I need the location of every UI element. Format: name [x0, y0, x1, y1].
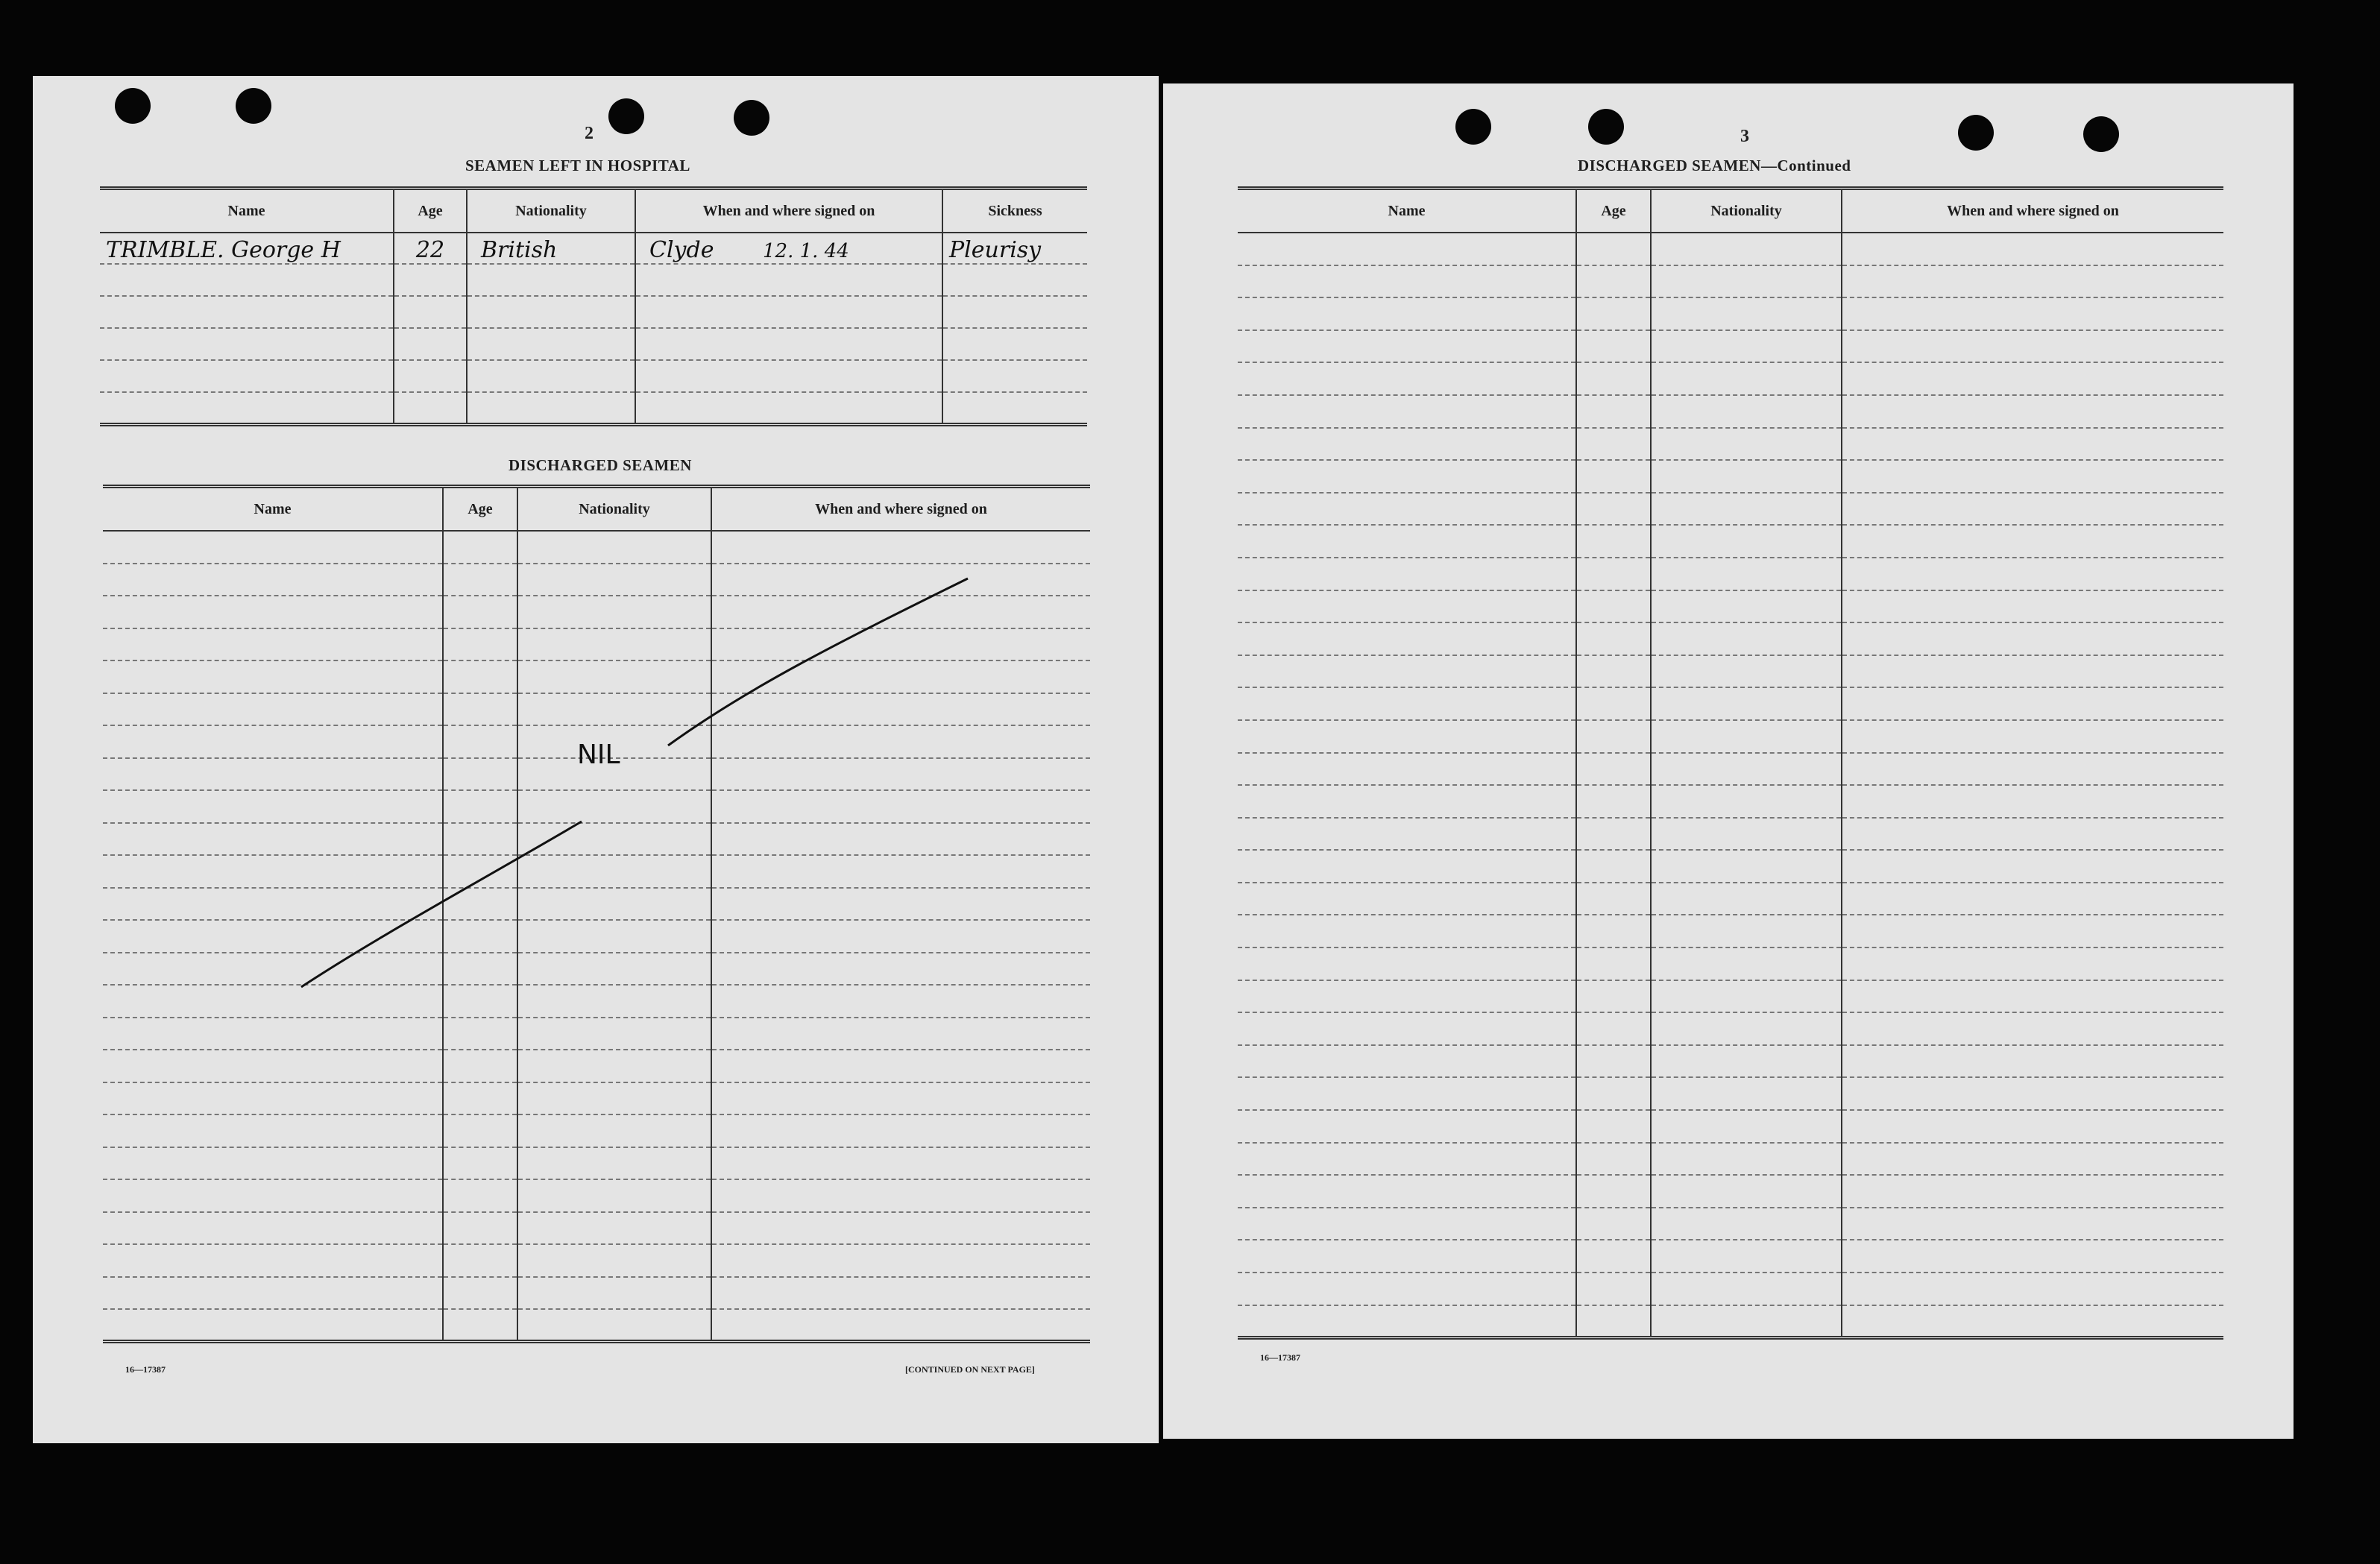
- column-header: Name: [103, 487, 443, 532]
- column-header: When and where signed on: [635, 189, 942, 233]
- table-cell: [1651, 1143, 1842, 1176]
- table-cell: [1576, 493, 1651, 526]
- table-cell: [1842, 785, 2223, 818]
- punch-hole: [1958, 115, 1994, 151]
- table-cell: [1651, 233, 1842, 265]
- table-cell: [1238, 1110, 1576, 1143]
- table-cell: [1576, 330, 1651, 363]
- table-cell: [1576, 265, 1651, 298]
- table-cell: [1576, 1240, 1651, 1273]
- table-cell: [1238, 265, 1576, 298]
- table-cell: [1651, 460, 1842, 493]
- table-row: [1238, 818, 2223, 851]
- table-cell: [1576, 460, 1651, 493]
- table-cell: [1576, 818, 1651, 851]
- title-main: DISCHARGED SEAMEN: [1578, 157, 1761, 174]
- table-cell: [1238, 883, 1576, 915]
- table-row: [1238, 525, 2223, 558]
- table-cell: [1576, 395, 1651, 428]
- table-row: [1238, 980, 2223, 1013]
- table-cell: [1576, 785, 1651, 818]
- table-cell: [1842, 655, 2223, 688]
- table-cell: [1842, 558, 2223, 590]
- table-cell: [1842, 980, 2223, 1013]
- table-cell: [1238, 687, 1576, 720]
- table-cell: [1842, 850, 2223, 883]
- table-cell: [1651, 622, 1842, 655]
- table-cell: [1651, 687, 1842, 720]
- table-cell: [1842, 330, 2223, 363]
- table-cell: [1238, 395, 1576, 428]
- discharged-continued-table: [1238, 186, 2223, 1340]
- right-page: [1163, 83, 2294, 1439]
- table-cell: [1842, 883, 2223, 915]
- table-cell: [1576, 687, 1651, 720]
- table-row: [1238, 947, 2223, 980]
- table-cell: [1651, 297, 1842, 330]
- table-row: [1238, 915, 2223, 947]
- form-number: 16—17387: [125, 1364, 166, 1375]
- table-cell: [1238, 915, 1576, 947]
- table-cell: [1576, 1110, 1651, 1143]
- seaman-sickness: Pleurisy: [942, 233, 1087, 264]
- table-cell: [1238, 362, 1576, 395]
- table-cell: [1576, 720, 1651, 753]
- table-cell: [1842, 1240, 2223, 1273]
- table-cell: [1576, 1208, 1651, 1240]
- table-cell: [1238, 785, 1576, 818]
- table-cell: [1842, 233, 2223, 265]
- table-row: [1238, 1273, 2223, 1305]
- table-cell: [1651, 362, 1842, 395]
- table-cell: [1651, 947, 1842, 980]
- table-cell: [1651, 493, 1842, 526]
- signed-on-date: 12. 1. 44: [763, 240, 849, 262]
- table-cell: [1651, 655, 1842, 688]
- table-cell: [1576, 1077, 1651, 1110]
- left-page: [33, 76, 1159, 1443]
- table-cell: [1238, 1045, 1576, 1078]
- table-cell: [1842, 1077, 2223, 1110]
- table-cell: [1576, 850, 1651, 883]
- table-cell: [1576, 1305, 1651, 1338]
- table-cell: [1238, 460, 1576, 493]
- table-cell: [1651, 1273, 1842, 1305]
- table-row: [1238, 428, 2223, 461]
- table-row: [1238, 622, 2223, 655]
- table-cell: [1651, 980, 1842, 1013]
- table-cell: [1842, 428, 2223, 461]
- table-cell: [1576, 297, 1651, 330]
- strike-through-line: [33, 76, 1159, 1443]
- table-cell: [1576, 558, 1651, 590]
- table-cell: [1842, 818, 2223, 851]
- table-cell: [1651, 1077, 1842, 1110]
- table-row: [1238, 493, 2223, 526]
- table-cell: [1238, 1240, 1576, 1273]
- column-header: Name: [100, 189, 394, 233]
- column-header: Age: [394, 189, 467, 233]
- hospital-section-title: SEAMEN LEFT IN HOSPITAL: [465, 157, 690, 174]
- table-cell: [1651, 1305, 1842, 1338]
- table-cell: [1842, 1045, 2223, 1078]
- discharged-section-title: DISCHARGED SEAMEN: [509, 456, 692, 474]
- table-cell: [1238, 1175, 1576, 1208]
- table-row: [1238, 883, 2223, 915]
- table-cell: [1842, 460, 2223, 493]
- table-cell: [1842, 720, 2223, 753]
- table-cell: [1238, 233, 1576, 265]
- table-cell: [1842, 1273, 2223, 1305]
- table-cell: [1842, 1110, 2223, 1143]
- table-cell: [1842, 265, 2223, 298]
- table-cell: [1576, 980, 1651, 1013]
- table-cell: [1651, 850, 1842, 883]
- table-cell: [1238, 720, 1576, 753]
- table-cell: [1651, 1045, 1842, 1078]
- column-header: Nationality: [467, 189, 635, 233]
- table-row: [1238, 362, 2223, 395]
- page-number: 3: [1740, 127, 1749, 146]
- table-cell: [1842, 622, 2223, 655]
- table-cell: [1651, 395, 1842, 428]
- table-cell: [1576, 753, 1651, 786]
- table-cell: [1842, 1305, 2223, 1338]
- table-row: [1238, 1143, 2223, 1176]
- table-row: [1238, 1240, 2223, 1273]
- table-row: [1238, 655, 2223, 688]
- table-cell: [1651, 1240, 1842, 1273]
- table-row: [1238, 753, 2223, 786]
- table-row: [1238, 1012, 2223, 1045]
- table-cell: [1651, 818, 1842, 851]
- page-title: [1578, 157, 1851, 175]
- table-cell: [1651, 525, 1842, 558]
- column-header: Sickness: [942, 189, 1087, 233]
- table-row: [1238, 1045, 2223, 1078]
- table-row: [1238, 590, 2223, 623]
- table-cell: [1651, 558, 1842, 590]
- table-row: [1238, 785, 2223, 818]
- table-cell: [1651, 753, 1842, 786]
- table-cell: [1651, 1012, 1842, 1045]
- table-row: [1238, 330, 2223, 363]
- table-row: [1238, 850, 2223, 883]
- table-cell: [1651, 883, 1842, 915]
- table-cell: [1238, 330, 1576, 363]
- table-cell: [1238, 1305, 1576, 1338]
- seaman-age: 22: [394, 233, 467, 264]
- seaman-name: TRIMBLE. George H: [100, 233, 394, 264]
- signed-on-place: Clyde: [649, 237, 714, 263]
- table-cell: [1842, 753, 2223, 786]
- table-row: [1238, 1305, 2223, 1338]
- column-header: Name: [1238, 189, 1576, 233]
- table-cell: [1238, 850, 1576, 883]
- table-cell: [1842, 395, 2223, 428]
- table-cell: [1238, 1208, 1576, 1240]
- continued-note: [CONTINUED ON NEXT PAGE]: [905, 1364, 1035, 1375]
- table-cell: [1576, 1045, 1651, 1078]
- table-cell: [1576, 362, 1651, 395]
- table-cell: [1238, 1077, 1576, 1110]
- table-cell: [1576, 233, 1651, 265]
- table-cell: [1238, 622, 1576, 655]
- punch-hole: [2083, 116, 2119, 152]
- nil-entry: NIL: [577, 740, 620, 770]
- table-cell: [1842, 687, 2223, 720]
- table-cell: [1842, 947, 2223, 980]
- table-cell: [1238, 493, 1576, 526]
- table-row: [1238, 687, 2223, 720]
- table-cell: [1238, 428, 1576, 461]
- table-cell: [1651, 720, 1842, 753]
- column-header: Nationality: [1651, 189, 1842, 233]
- form-number: 16—17387: [1260, 1352, 1300, 1363]
- table-cell: [1238, 980, 1576, 1013]
- table-cell: [1576, 525, 1651, 558]
- table-cell: [1238, 655, 1576, 688]
- punch-hole: [1455, 109, 1491, 145]
- table-cell: [1576, 590, 1651, 623]
- table-row: [1238, 460, 2223, 493]
- table-cell: [1238, 297, 1576, 330]
- table-cell: [1576, 1273, 1651, 1305]
- table-cell: [1238, 1012, 1576, 1045]
- table-cell: [1238, 525, 1576, 558]
- title-suffix: —Continued: [1760, 157, 1851, 174]
- table-cell: [1576, 947, 1651, 980]
- table-cell: [1842, 297, 2223, 330]
- table-cell: [1576, 428, 1651, 461]
- table-cell: [1238, 558, 1576, 590]
- table-row: [1238, 233, 2223, 265]
- table-cell: [1651, 1175, 1842, 1208]
- table-cell: [1238, 1273, 1576, 1305]
- table-cell: [1238, 1143, 1576, 1176]
- table-row: [1238, 1110, 2223, 1143]
- table-cell: [1651, 785, 1842, 818]
- table-cell: [1576, 1012, 1651, 1045]
- table-cell: [1842, 1012, 2223, 1045]
- column-header: When and where signed on: [1842, 189, 2223, 233]
- table-cell: [1576, 1175, 1651, 1208]
- table-cell: [1238, 947, 1576, 980]
- table-cell: [1842, 1208, 2223, 1240]
- column-header: Nationality: [517, 487, 711, 532]
- table-cell: [1651, 590, 1842, 623]
- table-cell: [1238, 590, 1576, 623]
- table-cell: [1651, 428, 1842, 461]
- table-cell: [1576, 915, 1651, 947]
- table-cell: [1842, 362, 2223, 395]
- table-row: [1238, 1175, 2223, 1208]
- table-cell: [1238, 818, 1576, 851]
- table-cell: [1238, 753, 1576, 786]
- table-cell: [1842, 493, 2223, 526]
- table-cell: [1842, 590, 2223, 623]
- column-header: Age: [443, 487, 517, 532]
- table-row: [1238, 558, 2223, 590]
- table-cell: [1842, 1175, 2223, 1208]
- table-cell: [1651, 1110, 1842, 1143]
- table-cell: [1576, 655, 1651, 688]
- table-row: [1238, 395, 2223, 428]
- table-cell: [1842, 525, 2223, 558]
- table-cell: [1576, 883, 1651, 915]
- table-cell: [1651, 1208, 1842, 1240]
- table-row: [1238, 1077, 2223, 1110]
- table-cell: [1651, 915, 1842, 947]
- table-cell: [1842, 1143, 2223, 1176]
- table-row: [1238, 1208, 2223, 1240]
- table-cell: [1651, 265, 1842, 298]
- table-row: [1238, 720, 2223, 753]
- table-row: [1238, 265, 2223, 298]
- seaman-nationality: British: [467, 233, 635, 264]
- table-cell: [1576, 622, 1651, 655]
- table-row: [1238, 297, 2223, 330]
- column-header: When and where signed on: [711, 487, 1090, 532]
- table-cell: [1842, 915, 2223, 947]
- table-cell: [1576, 1143, 1651, 1176]
- table-cell: [1651, 330, 1842, 363]
- column-header: Age: [1576, 189, 1651, 233]
- punch-hole: [1588, 109, 1624, 145]
- page-number: 2: [585, 124, 594, 143]
